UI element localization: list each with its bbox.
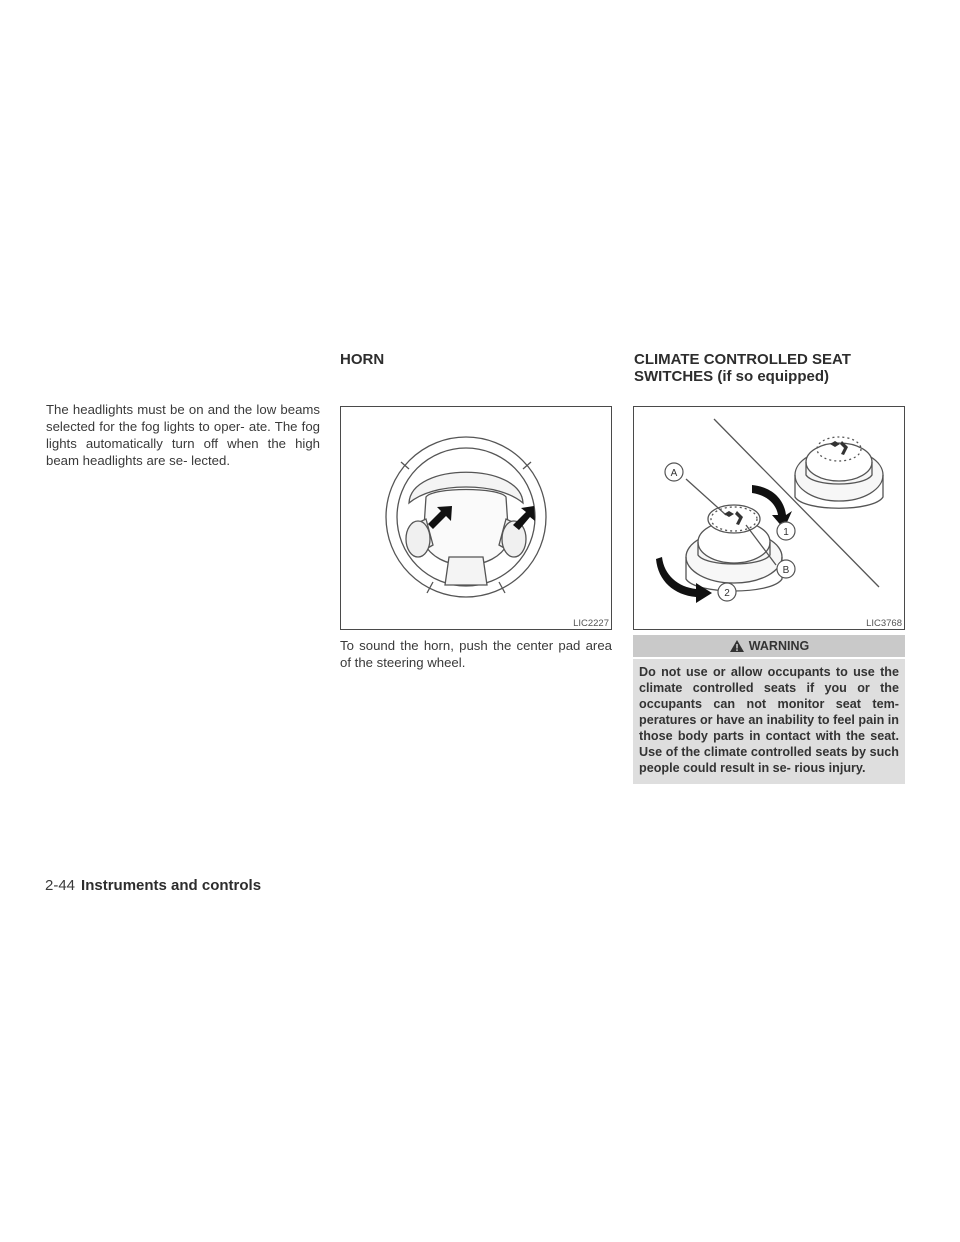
- warning-title: WARNING: [748, 639, 810, 653]
- callout-1: 1: [783, 527, 789, 538]
- horn-paragraph: To sound the horn, push the center pad area of the steering wheel.: [340, 638, 612, 670]
- seat-switch-illustration: [634, 407, 905, 630]
- callout-b: B: [782, 565, 790, 576]
- page-number: 2-44: [45, 877, 76, 894]
- section-title: Instruments and controls: [81, 877, 262, 894]
- callout-2: 2: [724, 588, 730, 599]
- horn-heading: HORN: [340, 351, 385, 368]
- climate-heading-line2: SWITCHES (if so equipped): [634, 367, 829, 385]
- climate-figure-code: LIC3768: [866, 618, 902, 629]
- callout-a: A: [670, 468, 678, 479]
- right-press-arrow: [513, 506, 535, 530]
- warning-body: Do not use or allow occupants to use the climate controlled seats if you or the occupants can not monitor seat tem- peratures or have an inability to feel pain in those body parts in contact with the seat. Use of the climate controlled seats by such people could result in se- rious injury.: [633, 659, 905, 784]
- horn-figure: [340, 406, 612, 630]
- horn-figure-code: LIC2227: [573, 618, 609, 629]
- warning-header: [633, 635, 905, 657]
- intro-paragraph: The headlights must be on and the low beams selected for the fog lights to oper- ate. The fog lights automatically turn off when the high beam headlights are se- lected.: [46, 402, 320, 468]
- warning-triangle-icon: [729, 639, 745, 653]
- page-footer: [45, 877, 261, 894]
- climate-heading: [634, 352, 851, 385]
- climate-heading-line1: CLIMATE CONTROLLED SEAT: [634, 351, 851, 368]
- steering-wheel-illustration: [341, 407, 612, 630]
- climate-figure: [633, 406, 905, 630]
